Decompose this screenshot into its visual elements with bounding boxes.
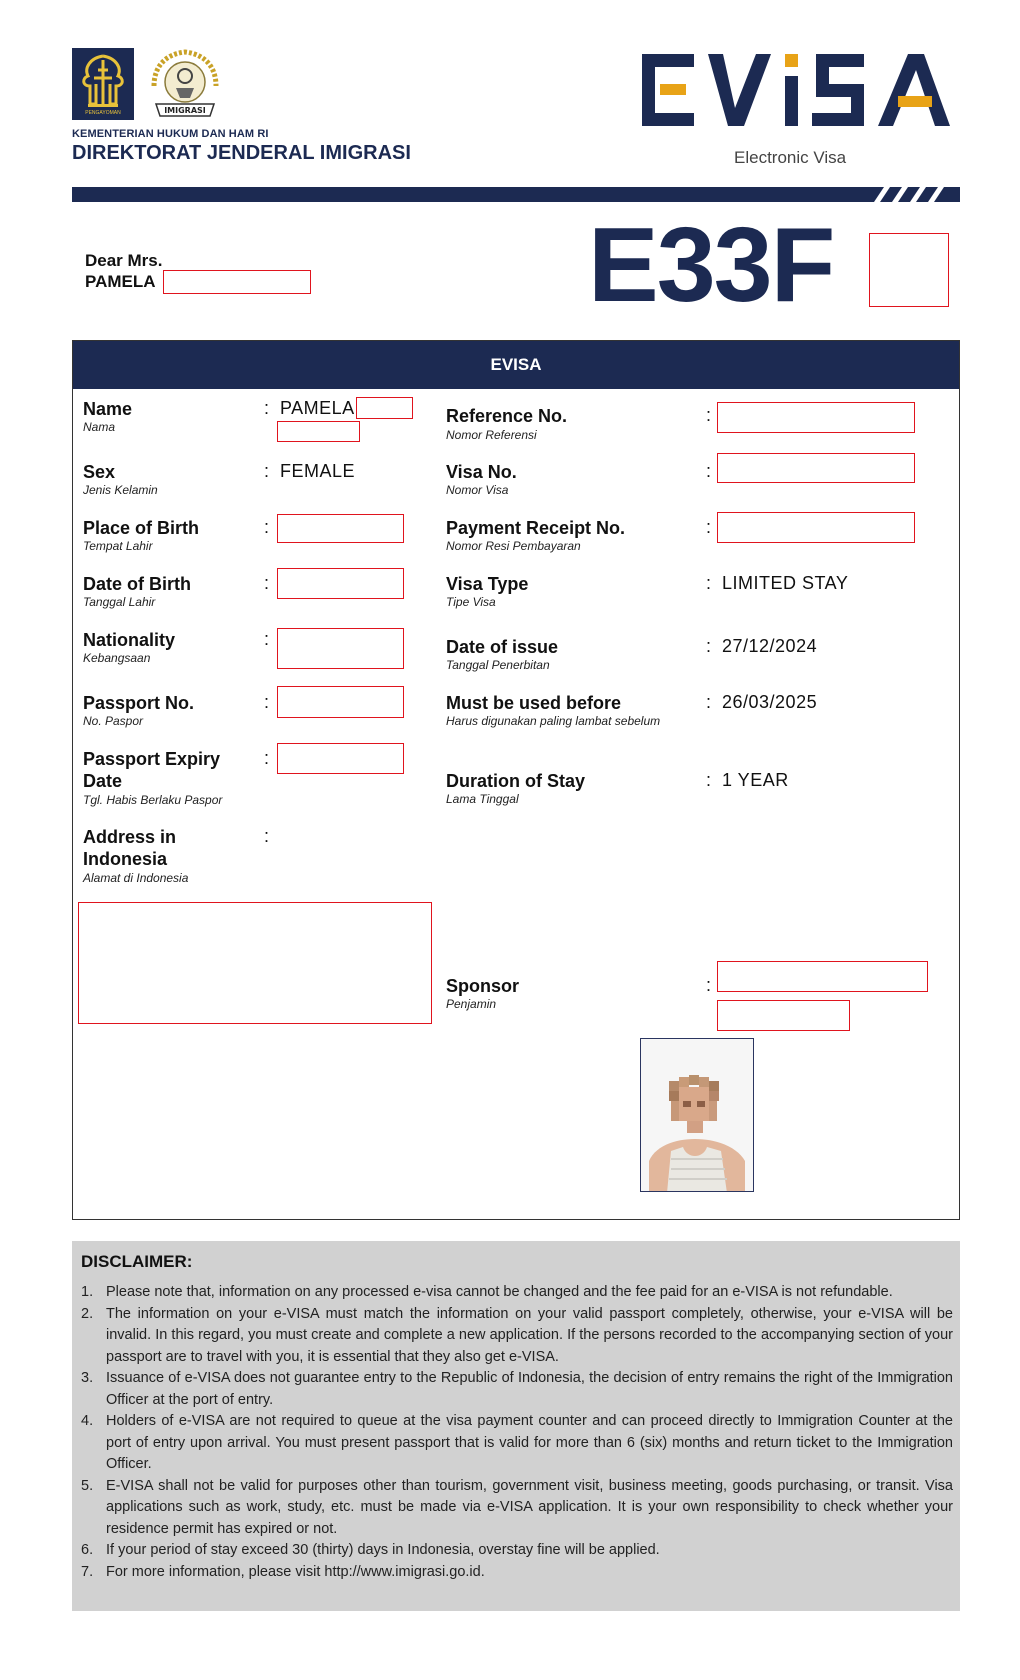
- disclaimer-item-number: 4.: [81, 1413, 94, 1429]
- reference-no-colon: :: [706, 405, 712, 425]
- disclaimer-item-number: 2.: [81, 1305, 94, 1322]
- duration-of-stay-label: Duration of Stay: [446, 771, 586, 791]
- redacted-code-suffix: [869, 233, 949, 307]
- redacted-sponsor-2: [717, 1000, 850, 1031]
- redacted-nationality: [277, 628, 404, 669]
- must-be-used-before-label: Must be used before: [446, 693, 622, 713]
- disclaimer-item: [81, 1368, 953, 1411]
- disclaimer-item: [81, 1562, 953, 1584]
- evisa-logo: [640, 44, 960, 136]
- address-label: Address in: [83, 827, 177, 847]
- ministry-logo: [72, 48, 134, 120]
- redacted-sponsor-1: [717, 961, 928, 992]
- place-of-birth-colon: :: [264, 517, 270, 537]
- disclaimer-item: [81, 1411, 953, 1476]
- date-of-issue-sublabel: Tanggal Penerbitan: [446, 658, 550, 672]
- immigration-emblem: [146, 46, 224, 124]
- disclaimer-item-text: If your period of stay exceed 30 (thirty) days in Indonesia, overstay fine will be applied.: [106, 1542, 660, 1558]
- passport-no-label: Passport No.: [83, 693, 195, 713]
- passport-no-colon: :: [264, 692, 270, 712]
- sponsor-label: Sponsor: [446, 976, 520, 996]
- divider-stripes-icon: [870, 187, 960, 202]
- duration-of-stay-sublabel: Lama Tinggal: [446, 792, 519, 806]
- address-label-line2: Indonesia: [83, 849, 168, 869]
- redacted-payment-receipt: [717, 512, 915, 543]
- redacted-place-of-birth: [277, 514, 404, 543]
- ministry-name: KEMENTERIAN HUKUM DAN HAM RI: [72, 128, 269, 140]
- disclaimer-item-text: For more information, please visit http://www.imigrasi.go.id.: [106, 1563, 485, 1580]
- disclaimer-item-number: 5.: [81, 1477, 94, 1494]
- date-of-birth-label: Date of Birth: [83, 574, 191, 594]
- sex-label: Sex: [83, 462, 116, 482]
- name-colon: :: [264, 398, 270, 418]
- disclaimer-item-text: The information on your e-VISA must match the information on your valid passport completely, otherwise, your e-VISA will be invalid. In this regard, you must create and complete a new application. If the persons recorded to the accompanying section of your passport are to travel with you, it is essential that they also get e-VISA.: [106, 1305, 953, 1365]
- reference-no-sublabel: Nomor Referensi: [446, 428, 537, 442]
- header-divider-bar: [72, 187, 960, 202]
- disclaimer-list: [81, 1282, 953, 1583]
- nationality-label: Nationality: [83, 630, 176, 650]
- passport-expiry-colon: :: [264, 748, 270, 768]
- visa-type-sublabel: Tipe Visa: [446, 595, 496, 609]
- disclaimer-item: [81, 1540, 953, 1562]
- must-be-used-before-value: 26/03/2025: [722, 692, 818, 712]
- visa-type-value: LIMITED STAY: [722, 573, 849, 593]
- payment-receipt-label: Payment Receipt No.: [446, 518, 626, 538]
- address-sublabel: Alamat di Indonesia: [83, 871, 189, 885]
- disclaimer-item-number: 6.: [81, 1542, 94, 1558]
- duration-of-stay-colon: :: [706, 770, 712, 790]
- redacted-passport-no: [277, 686, 404, 718]
- passport-expiry-label-line2: Date: [83, 771, 123, 791]
- sex-value: FEMALE: [280, 461, 356, 481]
- logo-caption: PENGAYOMAN: [85, 110, 121, 116]
- disclaimer-item-text: E-VISA shall not be valid for purposes other than tourism, government visit, business meeting, goods purchasing, or transit. Visa applications such as work, study, etc. must be made via e-VISA application. It is your own responsibility to check whether your residence permit has expired or not.: [106, 1477, 953, 1537]
- emblem-caption: IMIGRASI: [164, 106, 206, 115]
- disclaimer-item-text: Holders of e-VISA are not required to queue at the visa payment counter and can proceed directly to Immigration Counter at the port of entry upon arrival. You must present passport that is valid for more than 6 (six) months and return ticket to the Immigration Officer.: [106, 1413, 953, 1472]
- name-sublabel: Nama: [83, 420, 116, 434]
- date-of-issue-value: 27/12/2024: [722, 636, 818, 656]
- redacted-address: [78, 902, 432, 1024]
- nationality-colon: :: [264, 629, 270, 649]
- disclaimer-item-text: Please note that, information on any processed e-visa cannot be changed and the fee paid for an e-VISA is not refundable.: [106, 1284, 893, 1300]
- directorate-name: DIREKTORAT JENDERAL IMIGRASI: [72, 142, 411, 164]
- sponsor-sublabel: Penjamin: [446, 997, 497, 1011]
- disclaimer-title: DISCLAIMER:: [81, 1252, 193, 1271]
- nationality-sublabel: Kebangsaan: [83, 651, 151, 665]
- panel-title: EVISA: [73, 341, 959, 389]
- immigration-emblem-icon: [146, 46, 224, 124]
- address-colon: :: [264, 826, 270, 846]
- sex-sublabel: Jenis Kelamin: [83, 483, 158, 497]
- visa-no-label: Visa No.: [446, 462, 517, 482]
- redacted-passport-expiry: [277, 743, 404, 774]
- visa-type-label: Visa Type: [446, 574, 529, 594]
- disclaimer-item-number: 7.: [81, 1563, 94, 1580]
- visa-no-sublabel: Nomor Visa: [446, 483, 509, 497]
- place-of-birth-label: Place of Birth: [83, 518, 200, 538]
- passport-expiry-sublabel: Tgl. Habis Berlaku Paspor: [83, 793, 223, 807]
- name-value: PAMELA: [280, 398, 355, 418]
- date-of-birth-colon: :: [264, 573, 270, 593]
- redacted-name-2: [277, 421, 360, 442]
- duration-of-stay-value: 1 YEAR: [722, 770, 789, 790]
- payment-receipt-colon: :: [706, 517, 712, 537]
- date-of-birth-sublabel: Tanggal Lahir: [83, 595, 156, 609]
- applicant-portrait-icon: [641, 1039, 754, 1192]
- must-be-used-before-sublabel: Harus digunakan paling lambat sebelum: [446, 714, 661, 728]
- passport-expiry-label: Passport Expiry: [83, 749, 221, 769]
- disclaimer-item-number: 3.: [81, 1370, 94, 1386]
- redacted-date-of-birth: [277, 568, 404, 599]
- reference-no-label: Reference No.: [446, 406, 568, 426]
- passport-no-sublabel: No. Paspor: [83, 714, 144, 728]
- visa-index-code: E33F: [588, 206, 834, 324]
- redacted-surname: [163, 270, 311, 294]
- greeting-name: PAMELA: [85, 272, 156, 291]
- visa-no-colon: :: [706, 461, 712, 481]
- visa-type-colon: :: [706, 573, 712, 593]
- redacted-reference-no: [717, 402, 915, 433]
- redacted-name-1: [356, 397, 413, 419]
- sponsor-colon: :: [706, 975, 712, 995]
- greeting-salutation: Dear Mrs.: [85, 251, 163, 270]
- evisa-wordmark-icon: [640, 44, 960, 136]
- place-of-birth-sublabel: Tempat Lahir: [83, 539, 153, 553]
- redacted-visa-no: [717, 453, 915, 483]
- disclaimer-item: [81, 1476, 953, 1541]
- disclaimer-item-text: Issuance of e-VISA does not guarantee entry to the Republic of Indonesia, the decision of entry remains the right of the Immigration Officer at the port of entry.: [106, 1370, 953, 1408]
- evisa-subtitle: Electronic Visa: [734, 148, 847, 167]
- date-of-issue-label: Date of issue: [446, 637, 559, 657]
- date-of-issue-colon: :: [706, 636, 712, 656]
- name-label: Name: [83, 399, 133, 419]
- must-be-used-before-colon: :: [706, 692, 712, 712]
- applicant-photo: [640, 1038, 754, 1192]
- payment-receipt-sublabel: Nomor Resi Pembayaran: [446, 539, 581, 553]
- disclaimer-item-number: 1.: [81, 1284, 94, 1300]
- disclaimer-item: [81, 1282, 953, 1304]
- disclaimer-item: [81, 1304, 953, 1369]
- sex-colon: :: [264, 461, 270, 481]
